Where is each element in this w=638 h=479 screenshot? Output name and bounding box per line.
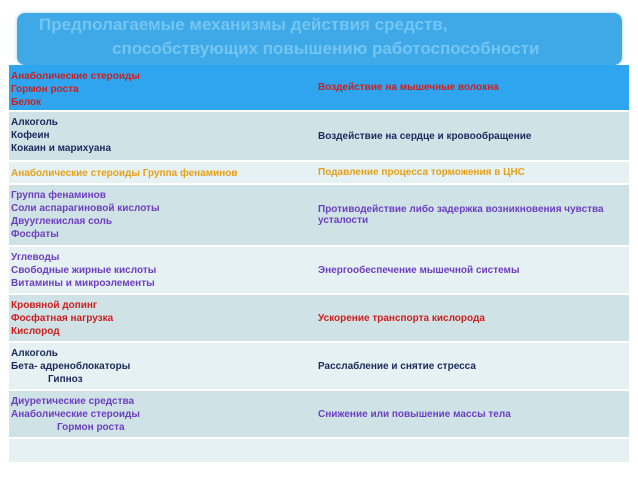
cause-item: Алкоголь bbox=[11, 348, 58, 359]
cause-item: Белок bbox=[11, 97, 42, 108]
cause-item: Витамины и микроэлементы bbox=[11, 278, 155, 289]
table-row bbox=[9, 391, 629, 437]
cause-item: Анаболические стероиды Группа фенаминов bbox=[11, 168, 238, 179]
table-row bbox=[9, 112, 629, 160]
title-bar bbox=[17, 13, 622, 65]
table-row bbox=[9, 343, 629, 389]
table-row bbox=[9, 247, 629, 293]
title-line-2: способствующих повышению работоспособности bbox=[112, 39, 540, 58]
row-4-effect: Противодействие либо задержка возникновения чувства усталости bbox=[318, 204, 604, 226]
table-row-empty bbox=[9, 439, 629, 462]
cause-item: Кровяной допинг bbox=[11, 300, 98, 311]
cause-item: Гипноз bbox=[48, 374, 83, 385]
row-2-effect: Воздействие на сердце и кровообращение bbox=[318, 130, 532, 142]
cause-item: Группа фенаминов bbox=[11, 190, 106, 201]
cause-item: Свободные жирные кислоты bbox=[11, 265, 157, 276]
cause-item: Соли аспарагиновой кислоты bbox=[11, 203, 160, 214]
row-8-causes bbox=[9, 391, 314, 437]
cause-item: Диуретические средства bbox=[11, 396, 135, 407]
cause-item: Анаболические стероиды bbox=[11, 409, 140, 420]
cause-item: Фосфатная нагрузка bbox=[11, 313, 114, 324]
row-7-causes bbox=[9, 343, 314, 389]
cause-item: Анаболические стероиды bbox=[11, 71, 140, 82]
row-1-causes bbox=[9, 65, 314, 110]
row-5-causes bbox=[9, 247, 314, 293]
table-row bbox=[9, 185, 629, 245]
row-2-causes bbox=[9, 112, 314, 160]
cause-item: Двууглекислая соль bbox=[11, 216, 113, 227]
row-7-effect: Расслабление и снятие стресса bbox=[318, 360, 476, 372]
cause-item: Гормон роста bbox=[11, 84, 79, 95]
row-6-causes bbox=[9, 295, 314, 341]
cause-item: Кофеин bbox=[11, 130, 50, 141]
cause-item: Гормон роста bbox=[57, 422, 125, 433]
table-row bbox=[9, 162, 629, 183]
table-row bbox=[9, 65, 629, 110]
row-4-causes bbox=[9, 185, 314, 245]
cause-item: Фосфаты bbox=[11, 229, 59, 240]
row-5-effect: Энергообеспечение мышечной системы bbox=[318, 264, 520, 276]
row-3-effect: Подавление процесса торможения в ЦНС bbox=[318, 167, 525, 178]
cause-item: Кокаин и марихуана bbox=[11, 143, 112, 154]
title-line-1: Предполагаемые механизмы действия средств, bbox=[39, 15, 448, 34]
row-8-effect: Снижение или повышение массы тела bbox=[318, 408, 511, 420]
cause-item: Углеводы bbox=[11, 252, 60, 263]
table-row bbox=[9, 295, 629, 341]
cause-item: Бета- адреноблокаторы bbox=[11, 361, 131, 372]
row-6-effect: Ускорение транспорта кислорода bbox=[318, 312, 485, 324]
row-3-causes bbox=[9, 162, 314, 183]
cause-item: Алкоголь bbox=[11, 117, 58, 128]
cause-item: Кислород bbox=[11, 326, 60, 337]
row-1-effect: Воздействие на мышечные волокна bbox=[318, 82, 499, 93]
